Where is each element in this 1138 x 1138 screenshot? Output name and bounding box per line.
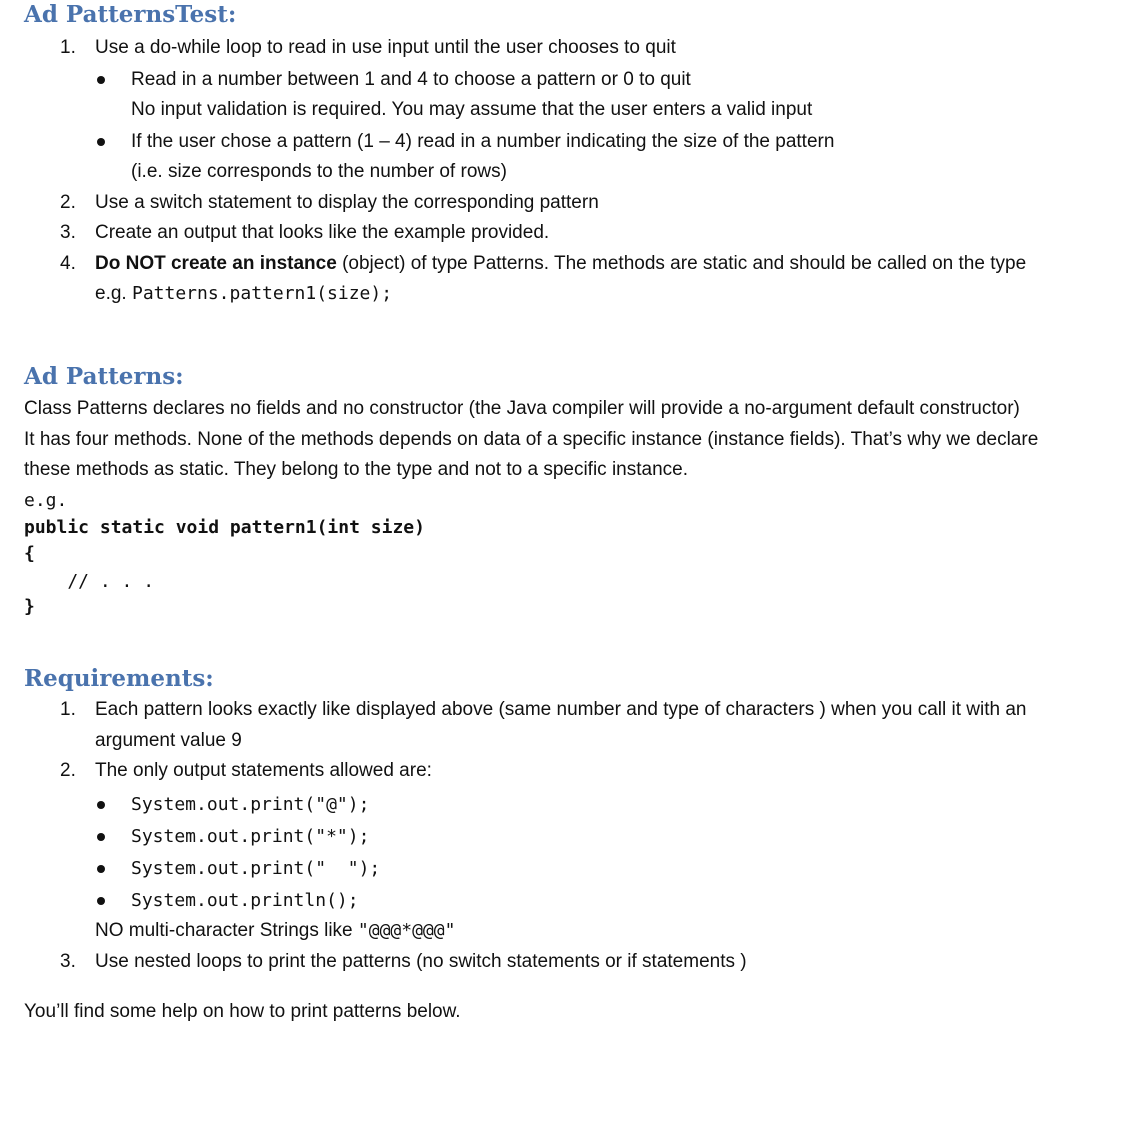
section-heading-patterns: Ad Patterns:: [24, 363, 184, 390]
bullet-icon: [97, 801, 105, 809]
bullet-icon: [97, 76, 105, 84]
bullet-text-continued: No input validation is required. You may assume that the user enters a valid input: [131, 99, 813, 120]
footer-note: You’ll find some help on how to print patterns below.: [24, 1001, 461, 1022]
code-line: }: [24, 596, 35, 617]
list-item-rest: (object) of type Patterns. The methods are static and should be called on the type: [336, 253, 1027, 274]
no-multi-prefix: NO multi-character Strings like: [95, 920, 358, 941]
no-multi-note: [95, 916, 455, 946]
code-bullet: System.out.print(" ");: [131, 858, 381, 879]
list-number: 4.: [60, 253, 76, 274]
bold-emphasis: Do NOT create an instance: [95, 253, 337, 274]
list-item-text: The only output statements allowed are:: [95, 760, 432, 781]
bullet-text-continued: (i.e. size corresponds to the number of rows): [131, 161, 507, 182]
bullet-icon: [97, 138, 105, 146]
paragraph-line: It has four methods. None of the methods depends on data of a specific instance (instance fields). That’s why we declare: [24, 429, 1039, 450]
code-line: {: [24, 543, 35, 564]
code-example-line: [95, 279, 392, 309]
code-bullet: System.out.println();: [131, 890, 359, 911]
code-line: // . . .: [24, 571, 155, 592]
list-number: 2.: [60, 192, 76, 213]
inline-code: Patterns.pattern1(size);: [131, 283, 393, 304]
list-number: 1.: [60, 37, 76, 58]
bullet-icon: [97, 833, 105, 841]
list-number: 3.: [60, 222, 76, 243]
list-item-text: Use a do-while loop to read in use input until the user chooses to quit: [95, 37, 676, 58]
code-line: public static void pattern1(int size): [24, 517, 425, 538]
section-heading-patterns-test: Ad PatternsTest:: [24, 1, 237, 28]
bullet-icon: [97, 897, 105, 905]
bullet-text: Read in a number between 1 and 4 to choose a pattern or 0 to quit: [131, 69, 691, 90]
list-item-text: Each pattern looks exactly like displayed above (same number and type of characters ) when you call it with an: [95, 699, 1027, 720]
list-item-text: Use nested loops to print the patterns (no switch statements or if statements ): [95, 951, 747, 972]
paragraph-line: these methods as static. They belong to the type and not to a specific instance.: [24, 459, 688, 480]
list-item-text-continued: argument value 9: [95, 730, 242, 751]
list-item-text: [95, 249, 1026, 279]
section-heading-requirements: Requirements:: [24, 665, 214, 692]
list-item-text: Use a switch statement to display the corresponding pattern: [95, 192, 599, 213]
list-number: 2.: [60, 760, 76, 781]
list-number: 1.: [60, 699, 76, 720]
code-bullet: System.out.print("@");: [131, 794, 370, 815]
example-label: e.g.: [24, 490, 68, 511]
paragraph-line: Class Patterns declares no fields and no constructor (the Java compiler will provide a no-argument default constructor): [24, 398, 1020, 419]
list-item-text: Create an output that looks like the example provided.: [95, 222, 550, 243]
code-bullet: System.out.print("*");: [131, 826, 370, 847]
list-number: 3.: [60, 951, 76, 972]
bullet-text: If the user chose a pattern (1 – 4) read in a number indicating the size of the pattern: [131, 131, 835, 152]
bullet-icon: [97, 865, 105, 873]
inline-code: "@@@*@@@": [357, 920, 456, 941]
example-prefix: e.g.: [95, 283, 132, 304]
